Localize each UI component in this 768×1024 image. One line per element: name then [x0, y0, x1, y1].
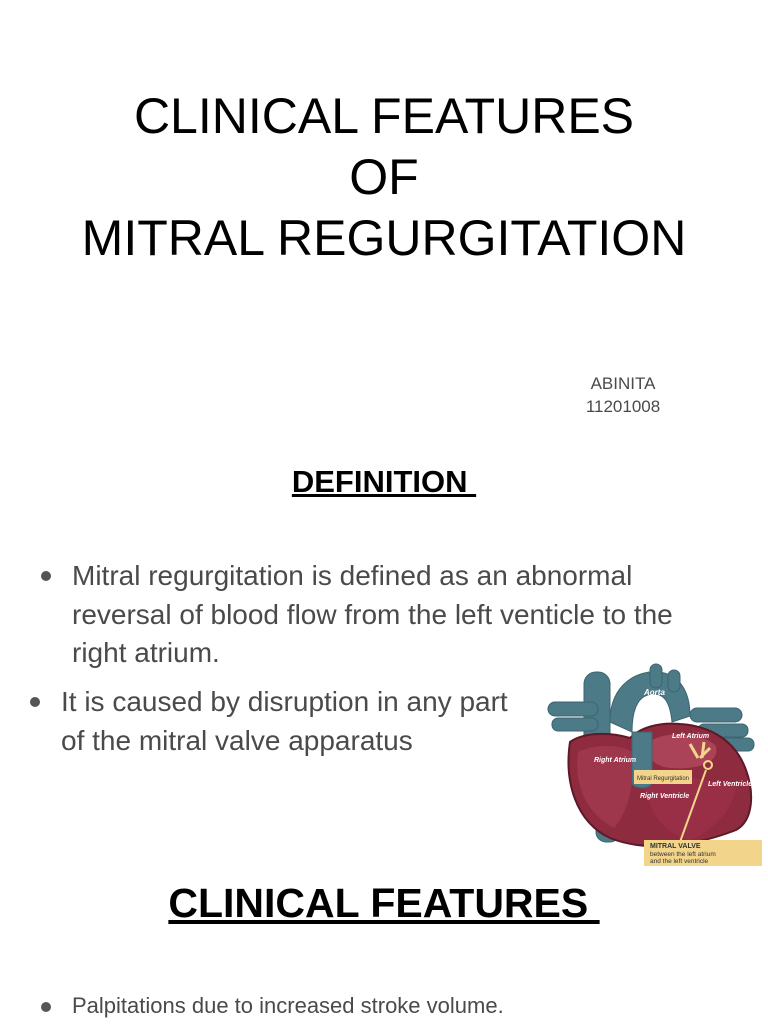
bullet-text: Palpitations due to increased stroke volume.	[72, 993, 504, 1018]
slide-title	[0, 86, 768, 269]
label-left-ventricle: Left Ventricle	[708, 781, 753, 788]
definition-bullet-1	[72, 557, 732, 673]
author-id: 11201008	[585, 397, 661, 416]
label-mitral-regurgitation: Mitral Regurgitation	[637, 776, 690, 782]
label-mitral-valve-desc2: and the left ventricle	[650, 858, 709, 865]
clinical-features-heading: CLINICAL FEATURES	[168, 880, 600, 926]
mitral-regurgitation-heart-diagram	[540, 662, 766, 868]
author-block	[560, 372, 686, 418]
title-line-2: OF	[349, 149, 419, 205]
label-right-atrium: Right Atrium	[594, 757, 637, 764]
definition-heading: DEFINITION	[291, 464, 477, 499]
label-mitral-valve-desc1: between the left atrium	[650, 851, 716, 858]
bullet-dot-icon	[30, 697, 40, 707]
bullet-text: Mitral regurgitation is defined as an abnormal reversal of blood flow from the left venticle to the right atrium.	[72, 560, 673, 668]
label-mitral-valve: MITRAL VALVE	[650, 843, 701, 850]
bullet-text: It is caused by disruption in any part of the mitral valve apparatus	[61, 686, 508, 756]
label-left-atrium: Left Atrium	[672, 733, 710, 740]
label-right-ventricle: Right Ventricle	[640, 793, 690, 800]
bullet-dot-icon	[41, 571, 51, 581]
title-line-3: MITRAL REGURGITATION	[81, 210, 687, 266]
bullet-dot-icon	[41, 1002, 51, 1012]
title-line-1: CLINICAL FEATURES	[133, 88, 635, 144]
definition-bullet-2	[61, 683, 531, 760]
label-aorta: Aorta	[644, 688, 665, 697]
author-name: ABINITA	[590, 374, 656, 393]
left-vessel-shape	[548, 702, 598, 716]
clinical-features-bullet-1	[72, 991, 732, 1021]
